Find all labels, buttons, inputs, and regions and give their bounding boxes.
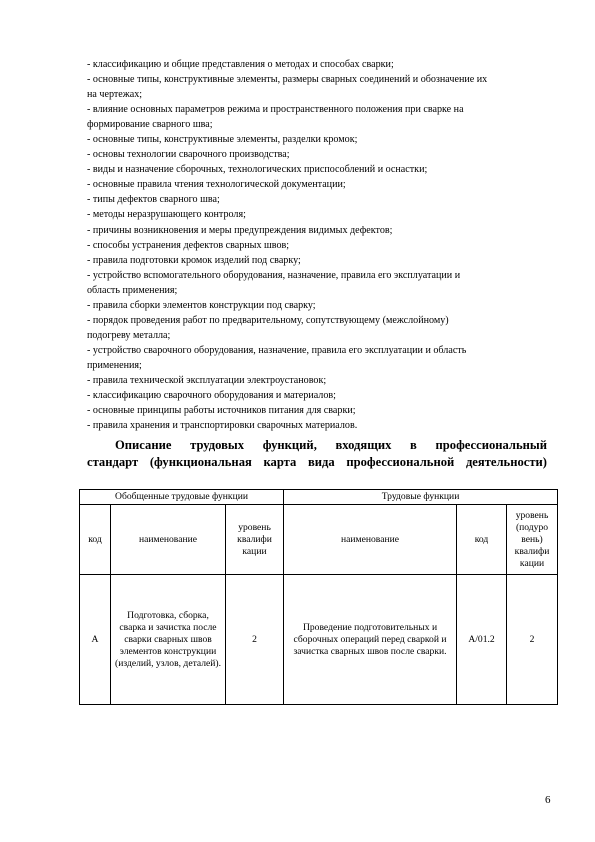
functional-map-table [79, 489, 558, 705]
page-number: 6 [545, 794, 551, 806]
cell-code: А [80, 575, 111, 705]
cell-function-code: A/01.2 [457, 575, 507, 705]
list-item: - классификацию сварочного оборудования и материалов; [87, 390, 336, 402]
list-item: - причины возникновения и меры предупреждения видимых дефектов; [87, 224, 393, 236]
list-item: - правила хранения и транспортировки сварочных материалов. [87, 420, 358, 432]
header-labor-functions: Трудовые функции [284, 490, 558, 505]
header-function-code: код [457, 505, 507, 575]
list-item: - основные правила чтения технологической документации; [87, 179, 346, 191]
cell-level: 2 [226, 575, 284, 705]
list-item: - методы неразрушающего контроля; [87, 209, 246, 221]
section-heading-line-1: Описание трудовых функций, входящих в профессиональный [115, 438, 547, 452]
header-function-name: наименование [284, 505, 457, 575]
list-item: - типы дефектов сварного шва; [87, 194, 220, 206]
header-generalized-functions: Обобщенные трудовые функции [80, 490, 284, 505]
list-item: на чертежах; [87, 89, 143, 101]
list-item: область применения; [87, 284, 178, 296]
header-code: код [80, 505, 111, 575]
list-item: формирование сварного шва; [87, 119, 213, 131]
knowledge-list [87, 57, 527, 433]
cell-function-level: 2 [507, 575, 558, 705]
header-qualification-level: уровень квалифи кации [226, 505, 284, 575]
list-item: - правила сборки элементов конструкции под сварку; [87, 299, 316, 311]
list-item: - виды и назначение сборочных, технологических приспособлений и оснастки; [87, 164, 428, 176]
list-item: - правила подготовки кромок изделий под сварку; [87, 254, 301, 266]
cell-function-name: Проведение подготовительных и сборочных операций перед сваркой и зачистка сварных швов после сварки. [284, 575, 457, 705]
list-item: - классификацию и общие представления о методах и способах сварки; [87, 59, 394, 70]
list-item: - основные типы, конструктивные элементы, размеры сварных соединений и обозначение их [87, 74, 488, 86]
table-row [80, 575, 558, 705]
list-item: - способы устранения дефектов сварных швов; [87, 239, 290, 251]
list-item: - устройство сварочного оборудования, назначение, правила его эксплуатации и область [87, 344, 467, 356]
list-item: - основные принципы работы источников питания для сварки; [87, 405, 356, 417]
list-item: - порядок проведения работ по предварительному, сопутствующему (межслойному) [87, 314, 449, 326]
list-item: - устройство вспомогательного оборудования, назначение, правила его эксплуатации и [87, 269, 461, 281]
list-item: - основные типы, конструктивные элементы, разделки кромок; [87, 134, 358, 146]
header-function-level: уровень (подуро вень) квалифи кации [507, 505, 558, 575]
list-item: - основы технологии сварочного производства; [87, 149, 290, 161]
cell-name: Подготовка, сборка, сварка и зачистка после сварки сварных швов элементов конструкции (изделий, узлов, деталей). [111, 575, 226, 705]
list-item: подогреву металла; [87, 329, 171, 341]
section-heading [87, 437, 547, 471]
section-heading-line-2: стандарт (функциональная карта вида профессиональной деятельности) [87, 455, 547, 469]
list-item: - влияние основных параметров режима и пространственного положения при сварке на [87, 104, 464, 116]
list-item: - правила технической эксплуатации электроустановок; [87, 374, 327, 386]
header-name: наименование [111, 505, 226, 575]
list-item: применения; [87, 359, 142, 371]
